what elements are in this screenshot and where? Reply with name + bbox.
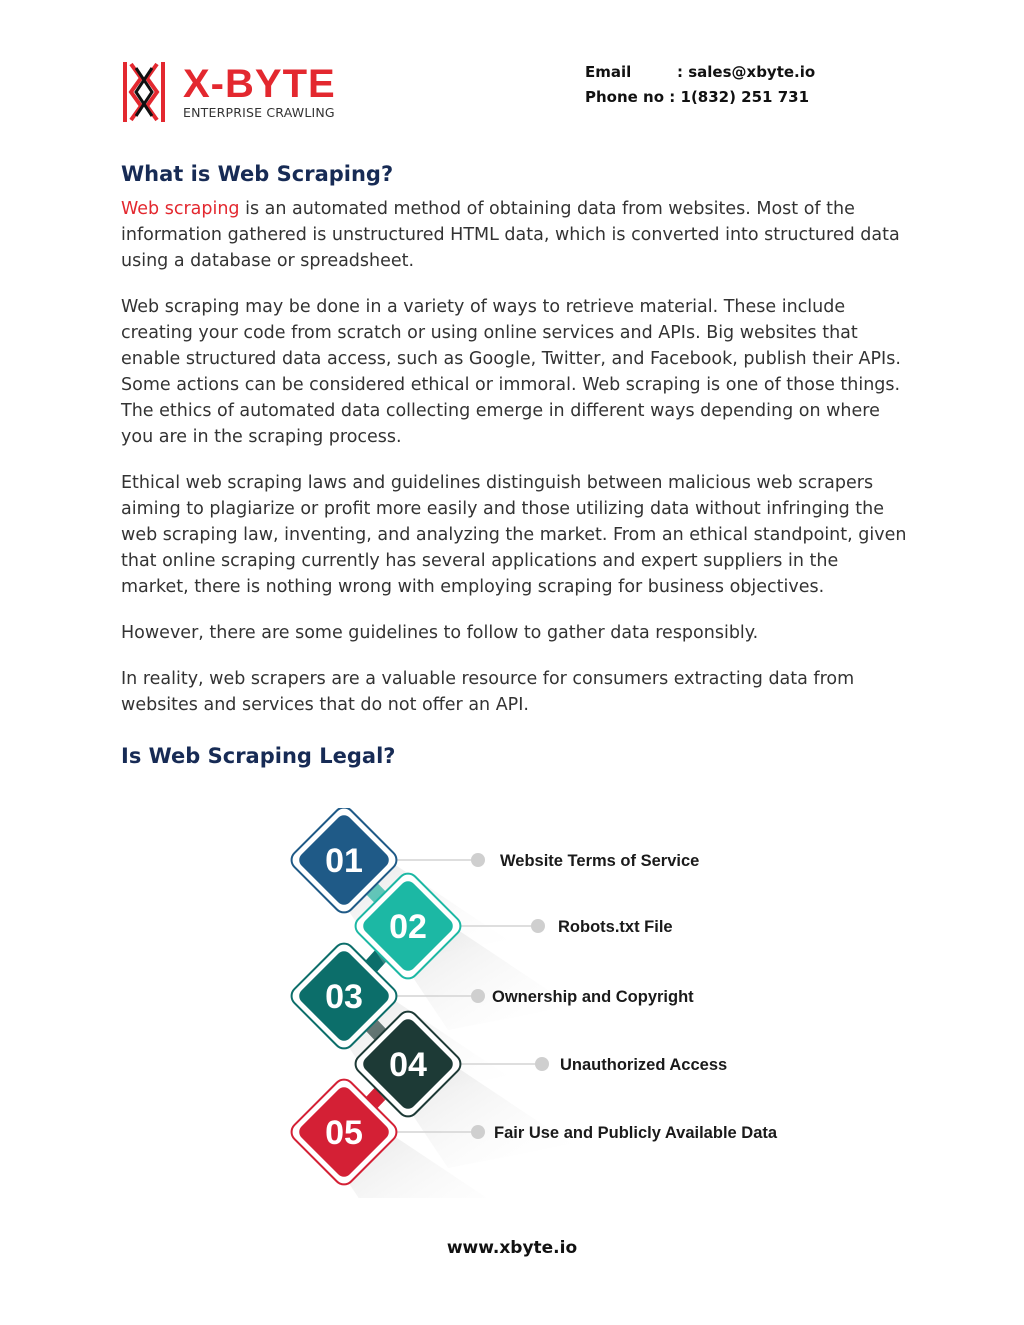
phone-label: Phone no: [585, 88, 665, 106]
logo-brand-text: X-BYTE: [183, 62, 336, 106]
bullet-dot: [471, 1125, 485, 1139]
section-title-is-web-scraping-legal: Is Web Scraping Legal?: [121, 744, 396, 768]
paragraph-3: Ethical web scraping laws and guidelines distinguish between malicious web scrapers aiming to plagiarize or profit more easily and those utilizing data without infringing the web scraping law, inventing, and analyzing the market. From an ethical standpoint, given that online scraping currently has several applications and expert suppliers in the market, there is nothing wrong with employing scraping for business objectives.: [121, 473, 907, 597]
email-row: [585, 60, 815, 85]
bullet-dot: [471, 989, 485, 1003]
step-number-3: 03: [325, 978, 363, 1016]
article-body: [121, 158, 911, 772]
legal-factors-infographic: [290, 808, 820, 1198]
web-scraping-link[interactable]: Web scraping: [121, 199, 240, 219]
paragraph-2: Web scraping may be done in a variety of ways to retrieve material. These include creating your code from scratch or using online services and APIs. Big websites that enable structured data access, such as Google, Twitter, and Facebook, publish their APIs. Some actions can be considered ethical or immoral. Web scraping is one of those things. The ethics of automated data collecting emerge in different ways depending on where you are in the scraping process.: [121, 297, 901, 447]
bullet-dot: [531, 919, 545, 933]
section-title-what-is-web-scraping: What is Web Scraping?: [121, 162, 394, 186]
step-number-5: 05: [325, 1114, 363, 1152]
phone-value[interactable]: : 1(832) 251 731: [669, 88, 810, 106]
email-label: Email: [585, 63, 632, 81]
bullet-dot: [535, 1057, 549, 1071]
paragraph-1-text: is an automated method of obtaining data from websites. Most of the information gathered is unstructured HTML data, which is converted into structured data using a database or spreadsheet.: [121, 199, 900, 271]
logo-mark-icon: [121, 60, 173, 124]
footer-url[interactable]: www.xbyte.io: [446, 1238, 578, 1258]
infographic-svg: [290, 808, 820, 1198]
logo-tagline: ENTERPRISE CRAWLING: [183, 105, 335, 120]
paragraph-5: In reality, web scrapers are a valuable resource for consumers extracting data from websites and services that do not offer an API.: [121, 669, 855, 715]
infographic-labels: [492, 852, 778, 1142]
brand-logo: [121, 60, 361, 124]
step-label-1: Website Terms of Service: [500, 852, 700, 870]
contact-info: [585, 60, 815, 110]
step-label-5: Fair Use and Publicly Available Data: [494, 1124, 778, 1142]
email-value[interactable]: : sales@xbyte.io: [677, 63, 816, 81]
paragraph-4: However, there are some guidelines to follow to gather data responsibly.: [121, 623, 759, 643]
paragraph-1: [121, 196, 911, 274]
step-label-3: Ownership and Copyright: [492, 988, 694, 1006]
step-number-2: 02: [389, 908, 427, 946]
step-label-2: Robots.txt File: [558, 918, 673, 936]
step-number-4: 04: [389, 1046, 427, 1084]
phone-row: [585, 85, 815, 110]
step-number-1: 01: [325, 842, 363, 880]
step-label-4: Unauthorized Access: [560, 1056, 728, 1074]
bullet-dot: [471, 853, 485, 867]
